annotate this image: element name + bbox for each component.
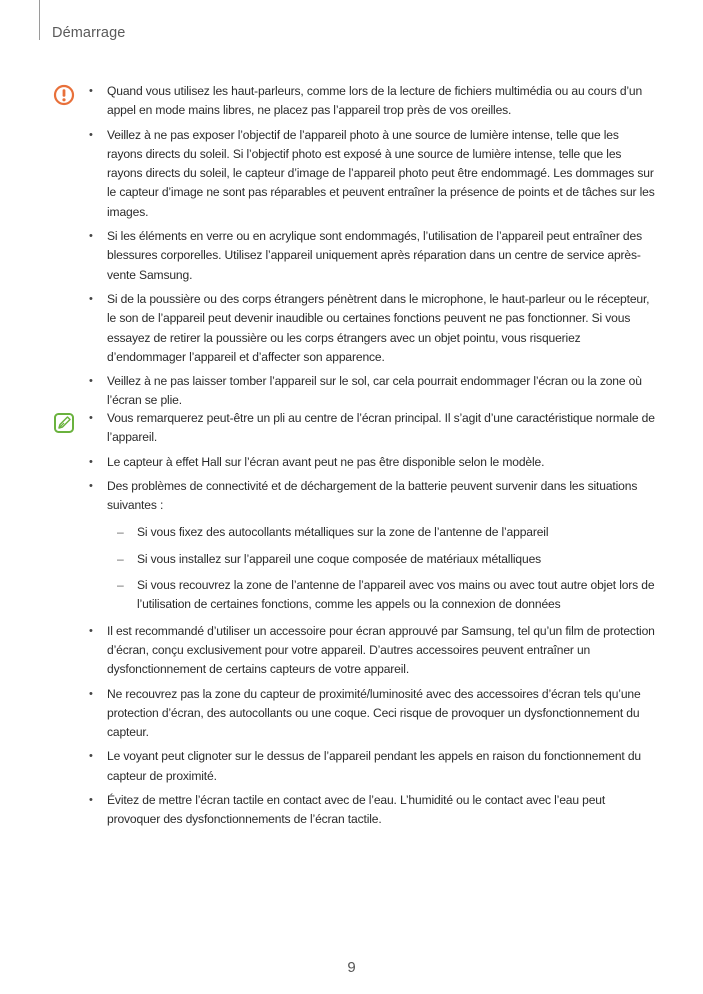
bullet-glyph: • <box>89 479 93 492</box>
list-item: • Il est recommandé d’utiliser un accessoire pour écran approuvé par Samsung, tel qu’un film de protection d’écran, conçu exclusivement pour votre appareil. D’autres accessoires peuvent entraîner un dysfonctionnement de certains capteurs de votre appareil. <box>89 623 655 677</box>
bullet-glyph: • <box>89 687 93 700</box>
bullet-glyph: • <box>89 412 93 424</box>
note-block <box>0 409 703 835</box>
list-item: • Veillez à ne pas laisser tomber l’appareil sur le sol, car cela pourrait endommager l’écran ou la zone où l’écran se plie. <box>89 374 642 408</box>
bullet-glyph: • <box>89 750 93 763</box>
sub-list-item: – Si vous recouvrez la zone de l’antenne de l’appareil avec vos mains ou avec tout autre objet lors de l’utilisation de certaines fonctions, comme les appels ou la connexion de données <box>117 578 655 612</box>
sub-list <box>107 523 655 614</box>
page-number: 9 <box>347 959 356 976</box>
section-title: Démarrage <box>52 25 126 41</box>
dash-glyph: – <box>117 525 124 540</box>
bullet-glyph: • <box>89 85 93 97</box>
dash-glyph: – <box>117 551 124 566</box>
list-item: • Des problèmes de connectivité et de déchargement de la batterie peuvent survenir dans les situations suivantes : – Si vous fixez des autocollants métalliques sur la zone de l’antenne de l’appareil – Si vous installez sur l’appareil une coque composée de matériaux métalliques – Si vous recouvrez la zone de l’antenne de l’appareil avec vos mains ou avec tout autre objet lors de l’utilisation de certaines fonctions, comme les appels ou la connexion de données <box>0 477 703 615</box>
bullet-glyph: • <box>89 292 93 305</box>
sub-list-item: – Si vous installez sur l’appareil une coque composée de matériaux métalliques <box>107 550 655 569</box>
list-item: • Quand vous utilisez les haut-parleurs, comme lors de la lecture de fichiers multimédia ou au cours d’un appel en mode mains libres, ne placez pas l’appareil trop près de vos oreilles. <box>89 84 643 118</box>
list-item: • Le capteur à effet Hall sur l’écran avant peut ne pas être disponible selon le modèle. <box>0 453 703 472</box>
list-item: • Veillez à ne pas exposer l’objectif de l’appareil photo à une source de lumière intense, telle que les rayons directs du soleil. Si l’objectif photo est exposé à une source de lumière intense, telle que les rayons directs du soleil, le capteur d’image de l’appareil photo peut être endommagé. Les dommages sur le capteur d’image ne sont pas réparables et peuvent entraîner la présence de points et de tâches sur les images. <box>89 127 655 219</box>
bullet-glyph: • <box>89 230 93 243</box>
warning-block <box>0 82 703 416</box>
bullet-glyph: • <box>89 624 93 637</box>
list-item: • Si les éléments en verre ou en acrylique sont endommagés, l’utilisation de l’appareil peut entraîner des blessures corporelles. Utilisez l’appareil uniquement après réparation dans un centre de service après-vente Samsung. <box>89 229 642 282</box>
warning-list <box>0 82 703 411</box>
sub-list-item: – Si vous fixez des autocollants métalliques sur la zone de l’antenne de l’appareil <box>107 523 655 542</box>
dash-glyph: – <box>117 578 124 593</box>
list-item: • Vous remarquerez peut-être un pli au centre de l’écran principal. Il s’agit d’une caractéristique normale de l’appareil. <box>89 411 655 445</box>
bullet-glyph: • <box>89 375 93 388</box>
note-list <box>0 409 703 830</box>
list-item: • Le voyant peut clignoter sur le dessus de l’appareil pendant les appels en raison du fonctionnement du capteur de proximité. <box>89 749 641 783</box>
bullet-glyph: • <box>89 455 93 468</box>
bullet-glyph: • <box>89 128 93 141</box>
list-item: • Si de la poussière ou des corps étrangers pénètrent dans le microphone, le haut-parleur ou le récepteur, le son de l’appareil peut devenir inaudible ou certaines fonctions peuvent ne pas fonctionner. Si vous essayez de retirer la poussière ou les corps étrangers avec un objet pointu, vous risqueriez d’endommager l’appareil et d’affecter son apparence. <box>89 291 650 364</box>
list-item: • Évitez de mettre l’écran tactile en contact avec de l’eau. L’humidité ou le contact avec l’eau peut provoquer des dysfonctionnements de l’écran tactile. <box>89 793 606 827</box>
list-item: • Ne recouvrez pas la zone du capteur de proximité/luminosité avec des accessoires d’écran tels qu’une protection d’écran, des autocollants ou une coque. Ceci risque de provoquer un dysfonctionnement du capteur. <box>89 686 641 740</box>
margin-rule <box>39 0 40 40</box>
bullet-glyph: • <box>89 794 93 807</box>
